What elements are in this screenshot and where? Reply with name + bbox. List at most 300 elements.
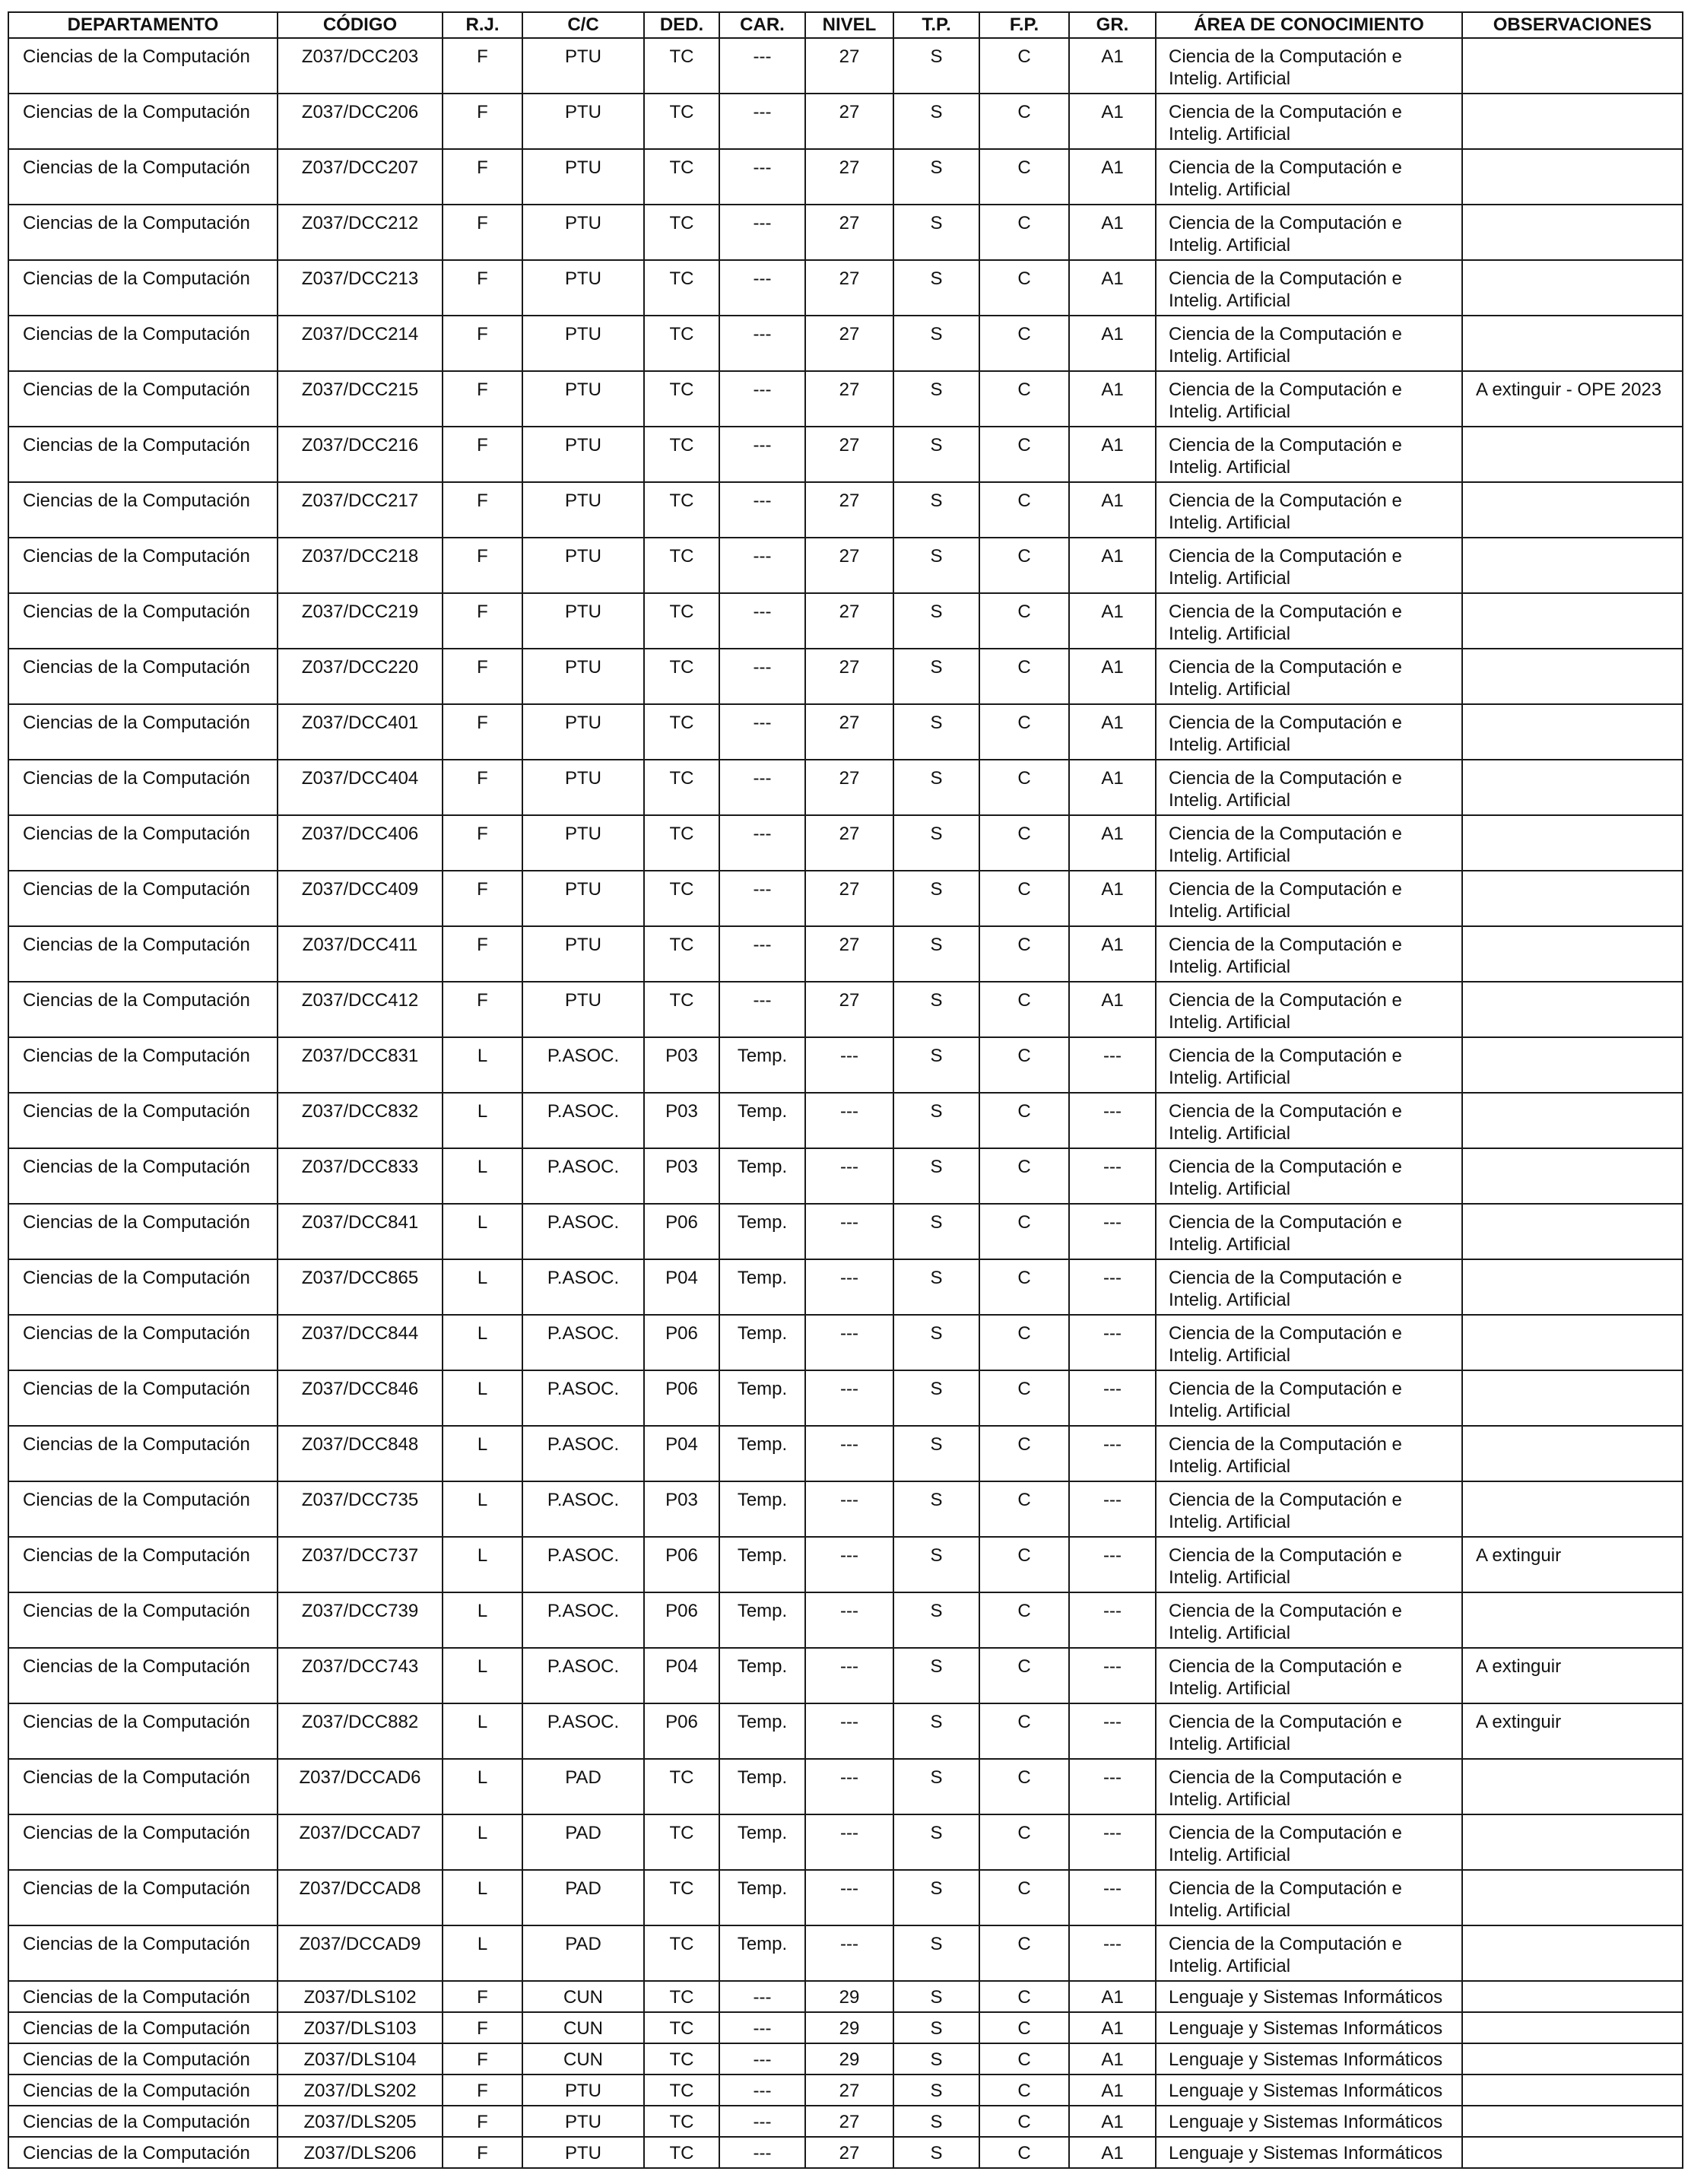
table-row (8, 871, 1683, 926)
cell-observaciones (1462, 815, 1683, 871)
cell-car: Temp. (719, 1093, 805, 1148)
cell-area (1156, 982, 1462, 1037)
area-line-1: Ciencia de la Computación e (1169, 602, 1402, 622)
cell-fp: C (979, 482, 1069, 538)
cell-tp: S (893, 1093, 979, 1148)
cell-ded: P06 (644, 1370, 719, 1426)
cell-gr: --- (1069, 1148, 1156, 1204)
cell-ded: P03 (644, 1481, 719, 1537)
cell-codigo: Z037/DCC844 (278, 1315, 443, 1370)
cell-tp: S (893, 2074, 979, 2106)
area-line-1: Ciencia de la Computación e (1169, 657, 1402, 678)
area-line-2: Intelig. Artificial (1169, 1567, 1291, 1588)
cell-nivel: 27 (805, 760, 893, 815)
area-line-1: Ciencia de la Computación e (1169, 1823, 1402, 1843)
area-line-1: Ciencia de la Computación e (1169, 1878, 1402, 1899)
cell-codigo: Z037/DCC207 (278, 149, 443, 205)
cell-cc: PTU (522, 482, 644, 538)
cell-rj: L (443, 1814, 522, 1870)
area-line-1: Ciencia de la Computación e (1169, 1934, 1402, 1954)
cell-ded: TC (644, 2012, 719, 2043)
area-line-1: Ciencia de la Computación e (1169, 713, 1402, 733)
cell-departamento: Ciencias de la Computación (8, 1981, 278, 2012)
cell-ded: P04 (644, 1259, 719, 1315)
table-row (8, 760, 1683, 815)
cell-tp: S (893, 1037, 979, 1093)
cell-car: --- (719, 649, 805, 704)
cell-cc: P.ASOC. (522, 1703, 644, 1759)
cell-rj: F (443, 704, 522, 760)
cell-area (1156, 1981, 1462, 2012)
cell-tp: S (893, 371, 979, 427)
cell-ded: TC (644, 316, 719, 371)
cell-fp: C (979, 1093, 1069, 1148)
cell-tp: S (893, 1925, 979, 1981)
area-line-2: Intelig. Artificial (1169, 1734, 1291, 1754)
cell-area (1156, 1759, 1462, 1814)
cell-ded: TC (644, 427, 719, 482)
cell-area (1156, 1925, 1462, 1981)
cell-gr: A1 (1069, 2074, 1156, 2106)
cell-rj: L (443, 1703, 522, 1759)
cell-car: --- (719, 538, 805, 593)
cell-cc: PTU (522, 94, 644, 149)
cell-nivel: 27 (805, 926, 893, 982)
cell-fp: C (979, 871, 1069, 926)
cell-car: --- (719, 1981, 805, 2012)
cell-departamento: Ciencias de la Computación (8, 704, 278, 760)
cell-area (1156, 2074, 1462, 2106)
cell-nivel: --- (805, 1592, 893, 1648)
cell-fp: C (979, 926, 1069, 982)
cell-ded: P06 (644, 1537, 719, 1592)
table-row (8, 1259, 1683, 1315)
cell-codigo: Z037/DCC213 (278, 260, 443, 316)
cell-departamento: Ciencias de la Computación (8, 1925, 278, 1981)
cell-departamento: Ciencias de la Computación (8, 1037, 278, 1093)
cell-fp: C (979, 649, 1069, 704)
table-row (8, 1703, 1683, 1759)
area-line-1: Ciencia de la Computación e (1169, 1212, 1402, 1233)
cell-departamento: Ciencias de la Computación (8, 1814, 278, 1870)
cell-area (1156, 2137, 1462, 2168)
cell-cc: P.ASOC. (522, 1537, 644, 1592)
cell-cc: PTU (522, 926, 644, 982)
cell-observaciones: A extinguir - OPE 2023 (1462, 371, 1683, 427)
cell-departamento: Ciencias de la Computación (8, 260, 278, 316)
cell-gr: --- (1069, 1204, 1156, 1259)
cell-ded: P06 (644, 1204, 719, 1259)
cell-area (1156, 926, 1462, 982)
area-line-1: Ciencia de la Computación e (1169, 1712, 1402, 1732)
cell-fp: C (979, 815, 1069, 871)
cell-car: Temp. (719, 1814, 805, 1870)
header-codigo: CÓDIGO (278, 12, 443, 38)
cell-fp: C (979, 1814, 1069, 1870)
positions-table (8, 11, 1683, 2169)
cell-cc: CUN (522, 2043, 644, 2074)
cell-codigo: Z037/DLS206 (278, 2137, 443, 2168)
header-tp: T.P. (893, 12, 979, 38)
cell-rj: F (443, 427, 522, 482)
cell-rj: F (443, 538, 522, 593)
cell-tp: S (893, 94, 979, 149)
cell-fp: C (979, 1481, 1069, 1537)
cell-cc: PTU (522, 2137, 644, 2168)
cell-nivel: --- (805, 1759, 893, 1814)
cell-rj: F (443, 1981, 522, 2012)
cell-observaciones (1462, 1481, 1683, 1537)
cell-nivel: 27 (805, 2074, 893, 2106)
cell-departamento: Ciencias de la Computación (8, 1759, 278, 1814)
cell-departamento: Ciencias de la Computación (8, 205, 278, 260)
cell-fp: C (979, 1259, 1069, 1315)
cell-codigo: Z037/DCCAD7 (278, 1814, 443, 1870)
cell-codigo: Z037/DCC737 (278, 1537, 443, 1592)
cell-nivel: --- (805, 1814, 893, 1870)
cell-gr: A1 (1069, 316, 1156, 371)
table-row (8, 2012, 1683, 2043)
cell-codigo: Z037/DCC212 (278, 205, 443, 260)
cell-observaciones (1462, 1370, 1683, 1426)
cell-codigo: Z037/DCC404 (278, 760, 443, 815)
cell-cc: PTU (522, 593, 644, 649)
cell-codigo: Z037/DCC219 (278, 593, 443, 649)
area-line-1: Ciencia de la Computación e (1169, 1545, 1402, 1566)
cell-area (1156, 316, 1462, 371)
cell-nivel: 27 (805, 815, 893, 871)
cell-observaciones (1462, 1870, 1683, 1925)
table-row (8, 482, 1683, 538)
cell-ded: TC (644, 1759, 719, 1814)
cell-ded: TC (644, 926, 719, 982)
cell-tp: S (893, 2106, 979, 2137)
cell-gr: A1 (1069, 649, 1156, 704)
cell-departamento: Ciencias de la Computación (8, 316, 278, 371)
area-line-1: Ciencia de la Computación e (1169, 102, 1402, 122)
cell-tp: S (893, 593, 979, 649)
cell-nivel: --- (805, 1481, 893, 1537)
cell-rj: F (443, 149, 522, 205)
cell-gr: A1 (1069, 538, 1156, 593)
cell-rj: F (443, 2106, 522, 2137)
cell-tp: S (893, 2137, 979, 2168)
cell-ded: TC (644, 1981, 719, 2012)
cell-departamento: Ciencias de la Computación (8, 593, 278, 649)
cell-observaciones (1462, 205, 1683, 260)
cell-cc: CUN (522, 2012, 644, 2043)
cell-rj: F (443, 205, 522, 260)
area-line-1: Ciencia de la Computación e (1169, 1767, 1402, 1788)
cell-area (1156, 1703, 1462, 1759)
cell-car: Temp. (719, 1703, 805, 1759)
cell-observaciones (1462, 1759, 1683, 1814)
cell-gr: --- (1069, 1648, 1156, 1703)
cell-ded: TC (644, 371, 719, 427)
cell-rj: F (443, 593, 522, 649)
cell-cc: PTU (522, 538, 644, 593)
cell-tp: S (893, 482, 979, 538)
cell-area (1156, 371, 1462, 427)
cell-observaciones (1462, 1592, 1683, 1648)
area-line-2: Intelig. Artificial (1169, 179, 1291, 200)
cell-observaciones (1462, 1925, 1683, 1981)
cell-nivel: 27 (805, 482, 893, 538)
area-line-1: Lenguaje y Sistemas Informáticos (1169, 2143, 1443, 2163)
cell-ded: TC (644, 482, 719, 538)
cell-gr: A1 (1069, 1981, 1156, 2012)
table-row (8, 1981, 1683, 2012)
cell-observaciones (1462, 2074, 1683, 2106)
cell-rj: F (443, 38, 522, 94)
cell-codigo: Z037/DCC411 (278, 926, 443, 982)
table-row (8, 1814, 1683, 1870)
cell-cc: PTU (522, 427, 644, 482)
cell-tp: S (893, 427, 979, 482)
cell-gr: --- (1069, 1703, 1156, 1759)
cell-codigo: Z037/DCC735 (278, 1481, 443, 1537)
area-line-2: Intelig. Artificial (1169, 735, 1291, 755)
cell-tp: S (893, 1648, 979, 1703)
area-line-1: Ciencia de la Computación e (1169, 824, 1402, 844)
cell-tp: S (893, 1481, 979, 1537)
cell-rj: L (443, 1204, 522, 1259)
cell-tp: S (893, 926, 979, 982)
cell-observaciones (1462, 704, 1683, 760)
cell-car: Temp. (719, 1037, 805, 1093)
header-rj: R.J. (443, 12, 522, 38)
cell-observaciones (1462, 2012, 1683, 2043)
cell-fp: C (979, 2137, 1069, 2168)
cell-ded: P03 (644, 1093, 719, 1148)
area-line-1: Ciencia de la Computación e (1169, 1601, 1402, 1621)
cell-rj: F (443, 760, 522, 815)
cell-fp: C (979, 1648, 1069, 1703)
cell-area (1156, 149, 1462, 205)
cell-nivel: --- (805, 1148, 893, 1204)
table-row (8, 1426, 1683, 1481)
cell-fp: C (979, 260, 1069, 316)
cell-nivel: 27 (805, 260, 893, 316)
cell-area (1156, 1204, 1462, 1259)
area-line-2: Intelig. Artificial (1169, 568, 1291, 589)
cell-car: --- (719, 427, 805, 482)
cell-cc: PTU (522, 2106, 644, 2137)
header-area: ÁREA DE CONOCIMIENTO (1156, 12, 1462, 38)
area-line-2: Intelig. Artificial (1169, 1012, 1291, 1033)
cell-observaciones (1462, 2043, 1683, 2074)
cell-tp: S (893, 649, 979, 704)
cell-cc: PAD (522, 1925, 644, 1981)
area-line-1: Ciencia de la Computación e (1169, 1379, 1402, 1399)
cell-cc: P.ASOC. (522, 1426, 644, 1481)
cell-codigo: Z037/DCC833 (278, 1148, 443, 1204)
area-line-2: Intelig. Artificial (1169, 1345, 1291, 1366)
cell-area (1156, 1648, 1462, 1703)
table-row (8, 1148, 1683, 1204)
cell-nivel: 27 (805, 871, 893, 926)
cell-gr: A1 (1069, 593, 1156, 649)
cell-car: --- (719, 704, 805, 760)
area-line-1: Ciencia de la Computación e (1169, 1656, 1402, 1677)
cell-observaciones (1462, 1315, 1683, 1370)
cell-nivel: --- (805, 1426, 893, 1481)
cell-tp: S (893, 38, 979, 94)
cell-tp: S (893, 1148, 979, 1204)
area-line-2: Intelig. Artificial (1169, 290, 1291, 311)
cell-car: Temp. (719, 1315, 805, 1370)
cell-departamento: Ciencias de la Computación (8, 482, 278, 538)
header-observaciones: OBSERVACIONES (1462, 12, 1683, 38)
table-row (8, 1759, 1683, 1814)
table-row (8, 538, 1683, 593)
cell-codigo: Z037/DCCAD9 (278, 1925, 443, 1981)
cell-observaciones (1462, 1259, 1683, 1315)
cell-ded: TC (644, 593, 719, 649)
cell-car: Temp. (719, 1204, 805, 1259)
area-line-2: Intelig. Artificial (1169, 1179, 1291, 1199)
cell-tp: S (893, 1370, 979, 1426)
cell-gr: --- (1069, 1759, 1156, 1814)
cell-gr: A1 (1069, 982, 1156, 1037)
cell-tp: S (893, 1426, 979, 1481)
cell-car: --- (719, 871, 805, 926)
cell-nivel: 27 (805, 593, 893, 649)
cell-departamento: Ciencias de la Computación (8, 38, 278, 94)
cell-fp: C (979, 1759, 1069, 1814)
cell-ded: TC (644, 1870, 719, 1925)
cell-tp: S (893, 815, 979, 871)
area-line-1: Ciencia de la Computación e (1169, 935, 1402, 955)
area-line-1: Ciencia de la Computación e (1169, 1434, 1402, 1455)
header-gr: GR. (1069, 12, 1156, 38)
cell-area (1156, 1093, 1462, 1148)
cell-tp: S (893, 260, 979, 316)
cell-area (1156, 1370, 1462, 1426)
area-line-2: Intelig. Artificial (1169, 513, 1291, 533)
cell-departamento: Ciencias de la Computación (8, 2043, 278, 2074)
area-line-1: Lenguaje y Sistemas Informáticos (1169, 2018, 1443, 2039)
cell-area (1156, 1537, 1462, 1592)
cell-observaciones: A extinguir (1462, 1648, 1683, 1703)
cell-departamento: Ciencias de la Computación (8, 2074, 278, 2106)
cell-departamento: Ciencias de la Computación (8, 1204, 278, 1259)
cell-tp: S (893, 1592, 979, 1648)
cell-area (1156, 482, 1462, 538)
cell-observaciones (1462, 94, 1683, 149)
cell-observaciones (1462, 593, 1683, 649)
cell-car: Temp. (719, 1648, 805, 1703)
cell-codigo: Z037/DLS103 (278, 2012, 443, 2043)
cell-area (1156, 1481, 1462, 1537)
cell-car: --- (719, 149, 805, 205)
cell-gr: A1 (1069, 371, 1156, 427)
area-line-1: Lenguaje y Sistemas Informáticos (1169, 2081, 1443, 2101)
cell-fp: C (979, 1037, 1069, 1093)
cell-area (1156, 2043, 1462, 2074)
cell-car: --- (719, 205, 805, 260)
cell-gr: A1 (1069, 704, 1156, 760)
cell-car: --- (719, 815, 805, 871)
area-line-2: Intelig. Artificial (1169, 457, 1291, 478)
cell-rj: L (443, 1259, 522, 1315)
cell-codigo: Z037/DCC841 (278, 1204, 443, 1259)
cell-gr: --- (1069, 1370, 1156, 1426)
cell-ded: TC (644, 1925, 719, 1981)
area-line-2: Intelig. Artificial (1169, 1678, 1291, 1699)
cell-tp: S (893, 205, 979, 260)
cell-rj: F (443, 815, 522, 871)
cell-codigo: Z037/DCC412 (278, 982, 443, 1037)
cell-ded: TC (644, 982, 719, 1037)
cell-rj: F (443, 94, 522, 149)
cell-gr: A1 (1069, 815, 1156, 871)
area-line-1: Lenguaje y Sistemas Informáticos (1169, 2112, 1443, 2132)
cell-ded: TC (644, 2137, 719, 2168)
cell-gr: A1 (1069, 871, 1156, 926)
cell-ded: TC (644, 815, 719, 871)
cell-gr: A1 (1069, 2012, 1156, 2043)
cell-cc: PTU (522, 649, 644, 704)
cell-cc: P.ASOC. (522, 1370, 644, 1426)
area-line-1: Ciencia de la Computación e (1169, 546, 1402, 567)
cell-ded: TC (644, 2074, 719, 2106)
area-line-2: Intelig. Artificial (1169, 846, 1291, 866)
cell-fp: C (979, 1537, 1069, 1592)
cell-car: --- (719, 94, 805, 149)
cell-tp: S (893, 1537, 979, 1592)
cell-car: Temp. (719, 1592, 805, 1648)
table-row (8, 1037, 1683, 1093)
cell-nivel: 27 (805, 316, 893, 371)
cell-ded: TC (644, 2043, 719, 2074)
cell-tp: S (893, 316, 979, 371)
area-line-2: Intelig. Artificial (1169, 1234, 1291, 1255)
cell-area (1156, 2106, 1462, 2137)
table-row (8, 2106, 1683, 2137)
cell-cc: P.ASOC. (522, 1148, 644, 1204)
cell-observaciones (1462, 649, 1683, 704)
cell-nivel: 29 (805, 2043, 893, 2074)
table-row (8, 38, 1683, 94)
cell-cc: PTU (522, 149, 644, 205)
cell-cc: P.ASOC. (522, 1315, 644, 1370)
cell-rj: F (443, 926, 522, 982)
cell-cc: P.ASOC. (522, 1093, 644, 1148)
table-row (8, 1592, 1683, 1648)
cell-cc: PAD (522, 1759, 644, 1814)
cell-observaciones: A extinguir (1462, 1537, 1683, 1592)
table-row (8, 205, 1683, 260)
area-line-2: Intelig. Artificial (1169, 1290, 1291, 1310)
cell-nivel: 27 (805, 538, 893, 593)
cell-rj: L (443, 1315, 522, 1370)
cell-fp: C (979, 1315, 1069, 1370)
cell-departamento: Ciencias de la Computación (8, 760, 278, 815)
cell-cc: PTU (522, 38, 644, 94)
cell-tp: S (893, 2012, 979, 2043)
cell-ded: TC (644, 538, 719, 593)
cell-ded: TC (644, 94, 719, 149)
cell-codigo: Z037/DCC214 (278, 316, 443, 371)
table-body (8, 38, 1683, 2168)
area-line-1: Ciencia de la Computación e (1169, 268, 1402, 289)
table-row (8, 1093, 1683, 1148)
area-line-2: Intelig. Artificial (1169, 1401, 1291, 1421)
cell-fp: C (979, 1204, 1069, 1259)
area-line-1: Ciencia de la Computación e (1169, 213, 1402, 233)
cell-observaciones (1462, 2137, 1683, 2168)
